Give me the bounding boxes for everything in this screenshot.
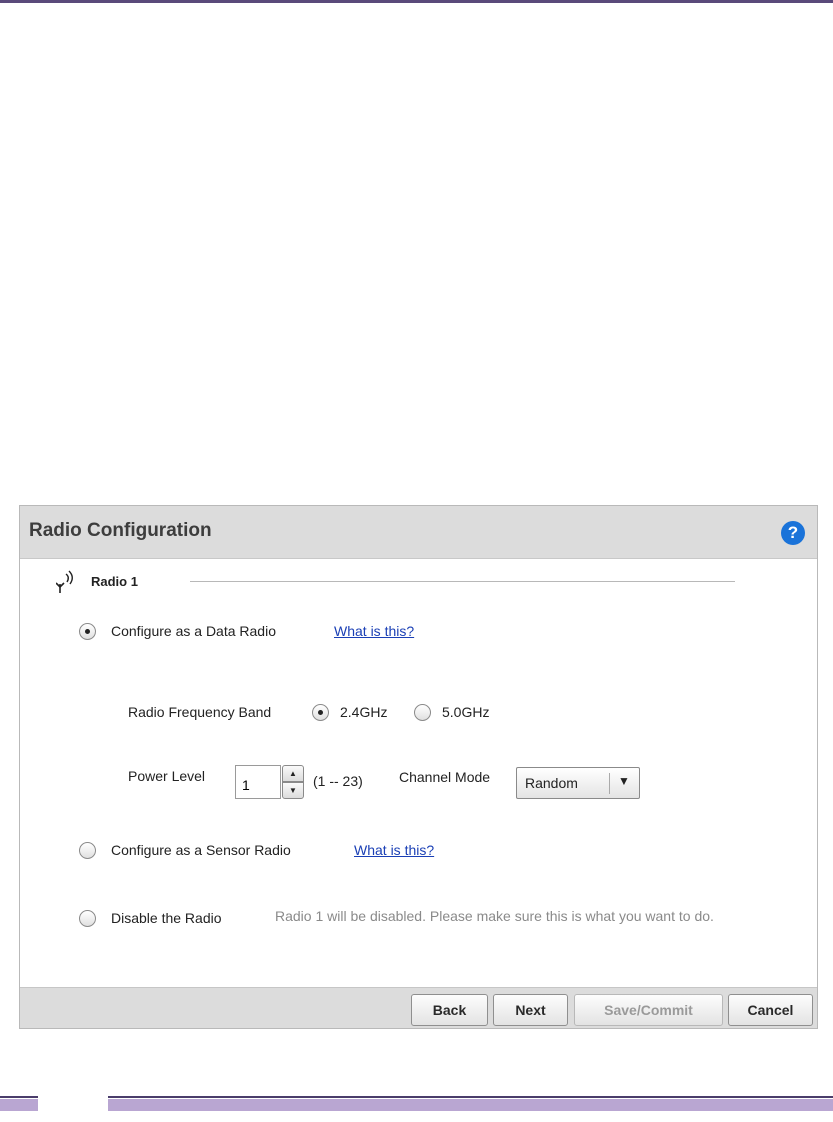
back-button[interactable]: Back bbox=[411, 994, 488, 1026]
dialog-footer bbox=[20, 987, 817, 1028]
chevron-down-icon: ▼ bbox=[618, 774, 630, 788]
channel-mode-value: Random bbox=[525, 775, 578, 791]
disable-radio-label: Disable the Radio bbox=[111, 910, 222, 926]
stepper-down-icon[interactable]: ▼ bbox=[282, 782, 304, 799]
channel-mode-label: Channel Mode bbox=[399, 769, 491, 785]
power-level-label: Power Level bbox=[128, 768, 206, 784]
footer-bar-dark-right bbox=[108, 1096, 833, 1098]
radio-configuration-dialog bbox=[19, 505, 818, 1029]
footer-bar-dark-left bbox=[0, 1096, 38, 1098]
next-button[interactable]: Next bbox=[493, 994, 568, 1026]
power-level-stepper bbox=[282, 765, 304, 799]
cancel-button[interactable]: Cancel bbox=[728, 994, 813, 1026]
data-radio-option[interactable] bbox=[79, 623, 96, 640]
channel-mode-select[interactable] bbox=[516, 767, 640, 799]
band-2-4ghz-radio[interactable] bbox=[312, 704, 329, 721]
page-footer-bars bbox=[0, 1096, 833, 1114]
disable-radio-option[interactable] bbox=[79, 910, 96, 927]
sensor-radio-option[interactable] bbox=[79, 842, 96, 859]
disable-radio-note: Radio 1 will be disabled. Please make sure this is what you want to do. bbox=[275, 908, 714, 924]
save-commit-button[interactable]: Save/Commit bbox=[574, 994, 723, 1026]
sensor-radio-label: Configure as a Sensor Radio bbox=[111, 842, 291, 858]
stepper-up-icon[interactable]: ▲ bbox=[282, 765, 304, 782]
footer-bar-light-right bbox=[108, 1099, 833, 1111]
antenna-icon bbox=[56, 570, 78, 594]
data-radio-help-link[interactable]: What is this? bbox=[334, 623, 415, 639]
band-2-4ghz-label: 2.4GHz bbox=[340, 704, 388, 720]
question-mark-icon[interactable]: ? bbox=[781, 521, 805, 545]
band-5-0ghz-label: 5.0GHz bbox=[442, 704, 490, 720]
page-top-rule bbox=[0, 0, 833, 3]
select-separator bbox=[609, 773, 610, 794]
dialog-header bbox=[20, 506, 817, 559]
band-5-0ghz-radio[interactable] bbox=[414, 704, 431, 721]
power-level-range: (1 -- 23) bbox=[313, 773, 363, 789]
section-title: Radio 1 bbox=[91, 574, 138, 589]
band-label: Radio Frequency Band bbox=[128, 704, 272, 720]
power-level-input[interactable] bbox=[235, 765, 281, 799]
sensor-radio-help-link[interactable]: What is this? bbox=[354, 842, 435, 858]
footer-bar-light-left bbox=[0, 1099, 38, 1111]
data-radio-label: Configure as a Data Radio bbox=[111, 623, 276, 639]
section-divider bbox=[190, 581, 735, 582]
dialog-title: Radio Configuration bbox=[29, 520, 212, 541]
